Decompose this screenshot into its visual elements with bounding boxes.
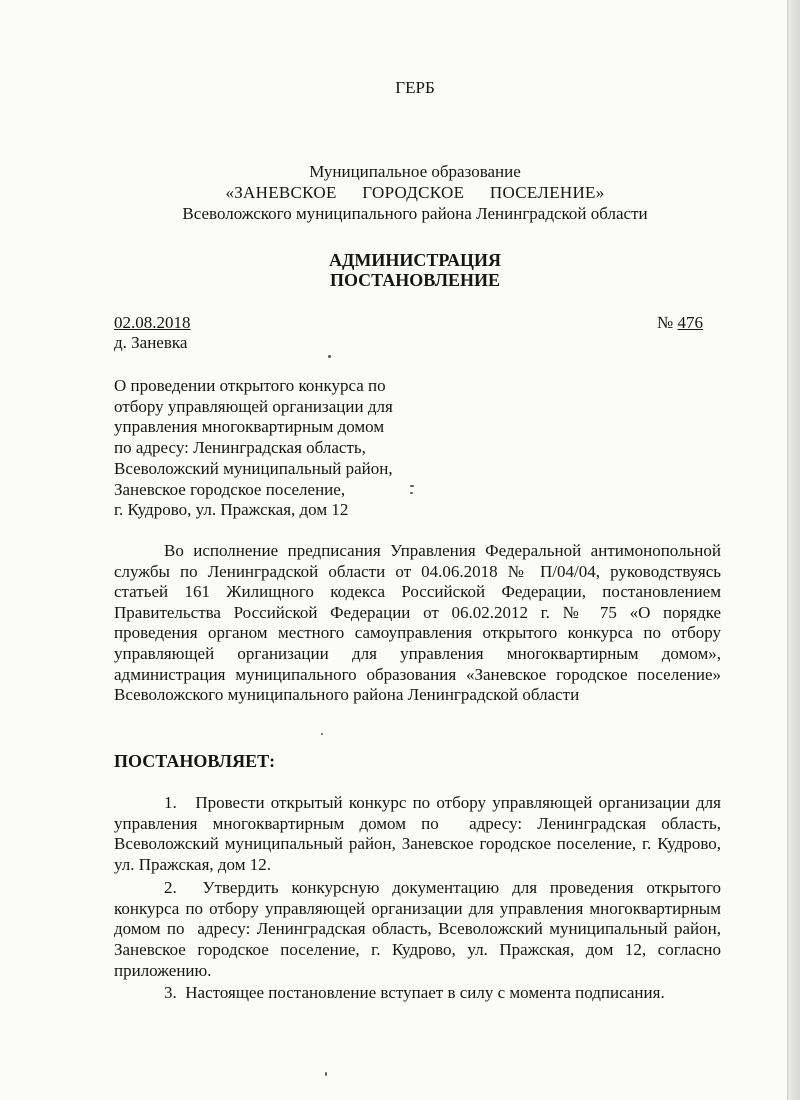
subject-line: О проведении открытого конкурса по — [114, 376, 386, 395]
resolution-item: 2. Утвердить конкурсную документацию для проведения открытого конкурса по отбору управляющей организации для управления многоквартирным домом по адресу: Ленинградская область, Всеволожский муниципальный район, Заневское городское поселение, г. Кудрово, ул. Пражская, дом 12, согласно приложению. — [114, 877, 726, 980]
page-edge-shadow — [787, 0, 800, 1100]
preamble-paragraph: Во исполнение предписания Управления Федеральной антимонопольной службы по Ленинградской области от 04.06.2018 № П/04/04, руководствуясь статьей 161 Жилищного кодекса Российской Федерации, постановлением Правительства Российской Федерации от 06.02.2012 г. № 75 «О порядке проведения органом местного самоуправления открытого конкурса по отбору управляющей организации для управления многоквартирным домом», администрация муниципального образования «Заневское городское поселение» Всеволожского муниципального района Ленинградской области — [114, 541, 721, 705]
subject-line: г. Кудрово, ул. Пражская, дом 12 — [114, 500, 349, 520]
scan-speck — [410, 485, 414, 487]
resolution-items — [114, 793, 726, 1004]
administration-title: АДМИНИСТРАЦИЯ — [328, 250, 502, 270]
document-number — [657, 313, 703, 333]
subject-line: управления многоквартирным домом — [114, 417, 385, 437]
resolution-item: 3. Настоящее постановление вступает в силу с момента подписания. — [164, 983, 665, 1003]
resolution-title: ПОСТАНОВЛЕНИЕ — [329, 270, 501, 290]
scan-speck — [325, 1072, 327, 1076]
subject-line: по адресу: Ленинградская область, — [114, 438, 366, 458]
municipal-line: Муниципальное образование — [309, 162, 521, 181]
document-place: д. Заневка — [114, 333, 188, 352]
scan-speck — [410, 492, 413, 494]
document-date: 02.08.2018 — [114, 313, 191, 332]
resolution-item: 1. Провести открытый конкурс по отбору управляющей организации для управления многоквартирным домом по адресу: Ленинградская область, Всеволожский муниципальный район, Заневское городское поселение, г. Кудрово, ул. Пражская, дом 12. — [114, 793, 726, 875]
subject-line: отбору управляющей организации для — [114, 396, 393, 416]
document-title-block — [0, 250, 800, 290]
municipal-line: Всеволожского муниципального района Ленинградской области — [182, 204, 648, 223]
subject-line: Всеволожский муниципальный район, — [114, 458, 393, 478]
scan-speck — [328, 355, 331, 358]
document-subject — [114, 376, 424, 521]
subject-line: Заневское городское поселение, — [114, 479, 346, 499]
number-value: 476 — [677, 313, 703, 332]
municipal-line: «ЗАНЕВСКОЕ ГОРОДСКОЕ ПОСЕЛЕНИЕ» — [225, 183, 605, 202]
scan-speck — [321, 733, 323, 735]
resolve-heading: ПОСТАНОВЛЯЕТ: — [114, 751, 276, 771]
coat-of-arms-placeholder: ГЕРБ — [395, 78, 435, 97]
number-sign: № — [657, 313, 674, 332]
municipal-entity-block — [0, 161, 800, 224]
